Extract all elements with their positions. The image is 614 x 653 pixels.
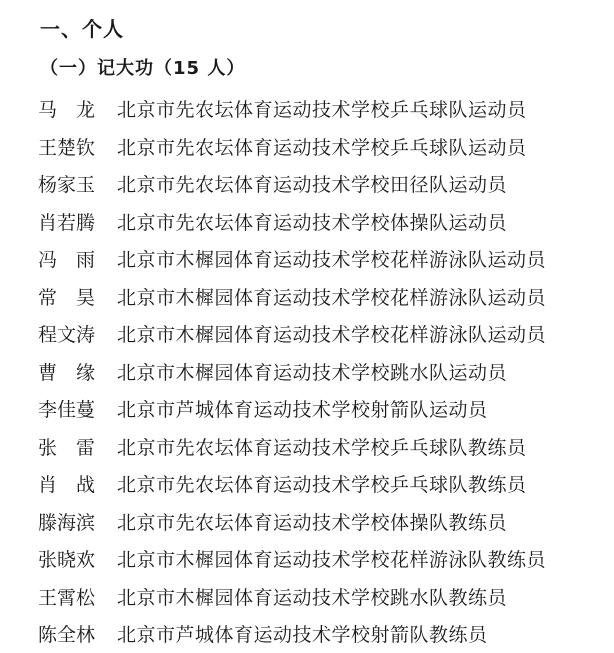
list-item (38, 353, 546, 391)
honoree-name: 程文涛 (38, 324, 96, 347)
honoree-name: 肖若腾 (38, 211, 96, 234)
list-item (38, 165, 546, 203)
list-item (38, 90, 546, 128)
honoree-organization: 北京市先农坛体育运动技术学校体操队运动员 (117, 211, 508, 234)
list-item (38, 240, 546, 278)
honoree-organization: 北京市先农坛体育运动技术学校乒乓球队教练员 (117, 474, 527, 497)
list-item (38, 128, 546, 166)
list-item (38, 540, 546, 578)
honoree-name: 冯 雨 (38, 249, 96, 272)
honoree-name: 王霄松 (38, 586, 96, 609)
honoree-list (38, 90, 546, 653)
honoree-name: 张晓欢 (38, 549, 96, 572)
honoree-organization: 北京市木樨园体育运动技术学校花样游泳队教练员 (117, 549, 547, 572)
honoree-name: 李佳蔓 (38, 399, 96, 422)
list-item (38, 390, 546, 428)
section-heading: 一、个人 (40, 17, 124, 41)
honoree-name: 张 雷 (38, 436, 96, 459)
honoree-organization: 北京市先农坛体育运动技术学校乒乓球队运动员 (117, 136, 527, 159)
honoree-name: 陈全林 (38, 624, 96, 647)
list-item (38, 503, 546, 541)
honoree-name: 常 昊 (38, 286, 96, 309)
honoree-organization: 北京市先农坛体育运动技术学校乒乓球队教练员 (117, 436, 527, 459)
honoree-organization: 北京市木樨园体育运动技术学校花样游泳队运动员 (117, 249, 547, 272)
honoree-organization: 北京市木樨园体育运动技术学校跳水队教练员 (117, 586, 508, 609)
honoree-organization: 北京市木樨园体育运动技术学校花样游泳队运动员 (117, 324, 547, 347)
honoree-organization: 北京市芦城体育运动技术学校射箭队运动员 (117, 399, 488, 422)
honoree-organization: 北京市芦城体育运动技术学校射箭队教练员 (117, 624, 488, 647)
honoree-organization: 北京市先农坛体育运动技术学校体操队教练员 (117, 511, 508, 534)
honoree-name: 肖 战 (38, 474, 96, 497)
list-item (38, 203, 546, 241)
honoree-organization: 北京市木樨园体育运动技术学校跳水队运动员 (117, 361, 508, 384)
list-item (38, 465, 546, 503)
subsection-heading: （一）记大功（15 人） (40, 58, 246, 79)
honoree-organization: 北京市先农坛体育运动技术学校乒乓球队运动员 (117, 99, 527, 122)
honoree-name: 杨家玉 (38, 174, 96, 197)
honoree-name: 马 龙 (38, 99, 96, 122)
list-item (38, 278, 546, 316)
list-item (38, 615, 546, 653)
list-item (38, 578, 546, 616)
honoree-name: 曹 缘 (38, 361, 96, 384)
honoree-organization: 北京市木樨园体育运动技术学校花样游泳队运动员 (117, 286, 547, 309)
honoree-name: 滕海滨 (38, 511, 96, 534)
list-item (38, 315, 546, 353)
honoree-name: 王楚钦 (38, 136, 96, 159)
honoree-organization: 北京市先农坛体育运动技术学校田径队运动员 (117, 174, 508, 197)
list-item (38, 428, 546, 466)
